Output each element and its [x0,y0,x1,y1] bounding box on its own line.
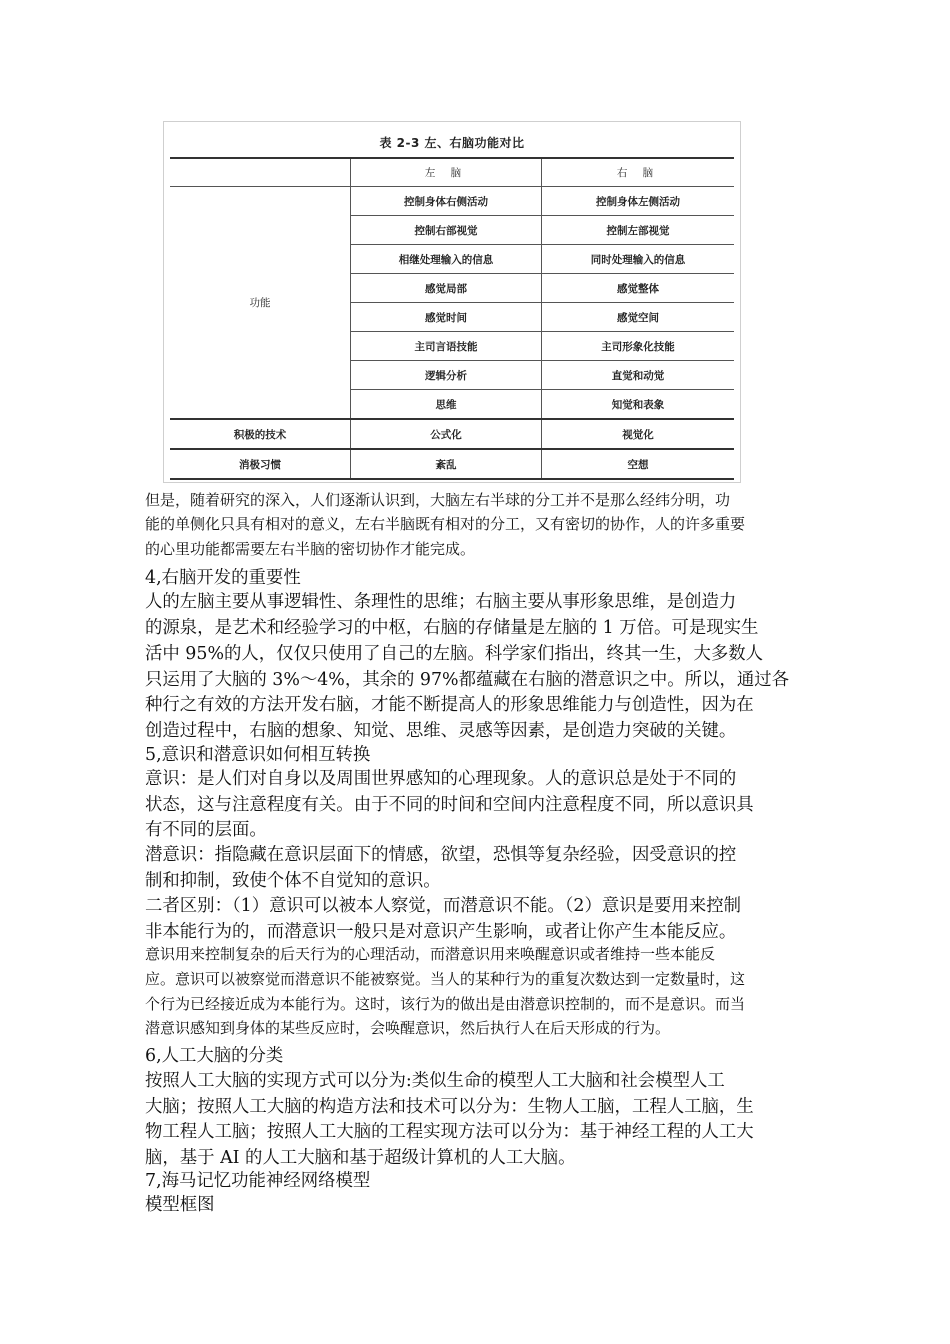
brain-comparison-table [170,157,734,480]
table-row-positive [170,419,734,449]
table-header-row [170,158,734,187]
table-cell: 知觉和表象 [542,390,735,420]
table-cell: 感觉空间 [542,303,735,332]
paragraph-line: 种行之有效的方法开发右脑，才能不断提高人的形象思维能力与创造性，因为在 [145,695,754,715]
table-cell: 感觉局部 [351,274,542,303]
header-left-brain: 左 脑 [351,158,542,187]
paragraph-line: 但是，随着研究的深入，人们逐渐认识到，大脑左右半球的分工并不是那么经纬分明，功 [145,491,731,509]
paragraph-line: 的源泉，是艺术和经验学习的中枢，右脑的存储量是左脑的 1 万倍。可是现实生 [145,618,759,638]
table-row [170,187,734,216]
header-right-brain: 右 脑 [542,158,735,187]
table-cell: 直觉和动觉 [542,361,735,390]
table-cell: 紊乱 [351,449,542,479]
section-heading: 5,意识和潜意识如何相互转换 [145,745,371,765]
paragraph-line: 潜意识：指隐藏在意识层面下的情感，欲望，恐惧等复杂经验，因受意识的控 [145,845,737,865]
table-row-negative [170,449,734,479]
table-cell: 主司形象化技能 [542,332,735,361]
paragraph-line: 只运用了大脑的 3%～4%，其余的 97%都蕴藏在右脑的潜意识之中。所以，通过各 [145,670,789,690]
negative-label: 消极习惯 [170,449,351,479]
positive-label: 积极的技术 [170,419,351,449]
paragraph-line: 能的单侧化只具有相对的意义，左右半脑既有相对的分工，又有密切的协作，人的许多重要 [145,515,746,533]
paragraph-line: 人的左脑主要从事逻辑性、条理性的思维；右脑主要从事形象思维，是创造力 [145,592,737,612]
paragraph-line: 意识用来控制复杂的后天行为的心理活动，而潜意识用来唤醒意识或者维持一些本能反 [145,945,716,963]
table-cell: 感觉整体 [542,274,735,303]
section-heading: 7,海马记忆功能神经网络模型 [145,1171,371,1191]
paragraph-line: 活中 95%的人，仅仅只使用了自己的左脑。科学家们指出，终其一生，大多数人 [145,644,764,664]
table-cell: 感觉时间 [351,303,542,332]
paragraph-line: 有不同的层面。 [145,820,267,840]
paragraph-line: 状态，这与注意程度有关。由于不同的时间和空间内注意程度不同，所以意识具 [145,795,754,815]
paragraph-line: 非本能行为的，而潜意识一般只是对意识产生影响，或者让你产生本能反应。 [145,922,737,942]
paragraph-line: 二者区别：（1）意识可以被本人察觉，而潜意识不能。（2）意识是要用来控制 [145,896,742,916]
paragraph-line: 意识：是人们对自身以及周围世界感知的心理现象。人的意识总是处于不同的 [145,769,737,789]
table-cell: 控制左部视觉 [542,216,735,245]
section-heading: 4,右脑开发的重要性 [145,568,301,588]
paragraph-line: 应。意识可以被察觉而潜意识不能被察觉。当人的某种行为的重复次数达到一定数量时，这 [145,970,746,988]
paragraph-line: 按照人工大脑的实现方式可以分为:类似生命的模型人工大脑和社会模型人工 [145,1071,725,1091]
paragraph-line: 制和抑制，致使个体不自觉知的意识。 [145,871,441,891]
table-cell: 控制身体左侧活动 [542,187,735,216]
table-cell: 同时处理输入的信息 [542,245,735,274]
paragraph-line: 脑，基于 AI 的人工大脑和基于超级计算机的人工大脑。 [145,1148,576,1168]
table-cell: 思维 [351,390,542,420]
table-title: 表 2-3 左、右脑功能对比 [379,136,525,150]
header-empty-cell [170,158,351,187]
table-cell: 控制右部视觉 [351,216,542,245]
paragraph-line: 潜意识感知到身体的某些反应时，会唤醒意识，然后执行人在后天形成的行为。 [145,1019,671,1037]
table-cell: 视觉化 [542,419,735,449]
paragraph-line: 个行为已经接近成为本能行为。这时，该行为的做出是由潜意识控制的，而不是意识。而当 [145,995,746,1013]
table-cell: 公式化 [351,419,542,449]
paragraph-line: 创造过程中，右脑的想象、知觉、思维、灵感等因素，是创造力突破的关键。 [145,721,737,741]
table-cell: 逻辑分析 [351,361,542,390]
table-cell: 控制身体右侧活动 [351,187,542,216]
paragraph-line: 的心里功能都需要左右半脑的密切协作才能完成。 [145,540,476,558]
paragraph-line: 物工程人工脑；按照人工大脑的工程实现方法可以分为：基于神经工程的人工大 [145,1122,754,1142]
section-heading: 6,人工大脑的分类 [145,1046,284,1066]
comparison-table-figure [163,121,741,483]
paragraph-line: 大脑；按照人工大脑的构造方法和技术可以分为：生物人工脑，工程人工脑，生 [145,1097,754,1117]
table-cell: 相继处理输入的信息 [351,245,542,274]
function-label: 功能 [170,187,351,420]
section-heading: 模型框图 [145,1195,215,1215]
table-cell: 空想 [542,449,735,479]
table-cell: 主司言语技能 [351,332,542,361]
